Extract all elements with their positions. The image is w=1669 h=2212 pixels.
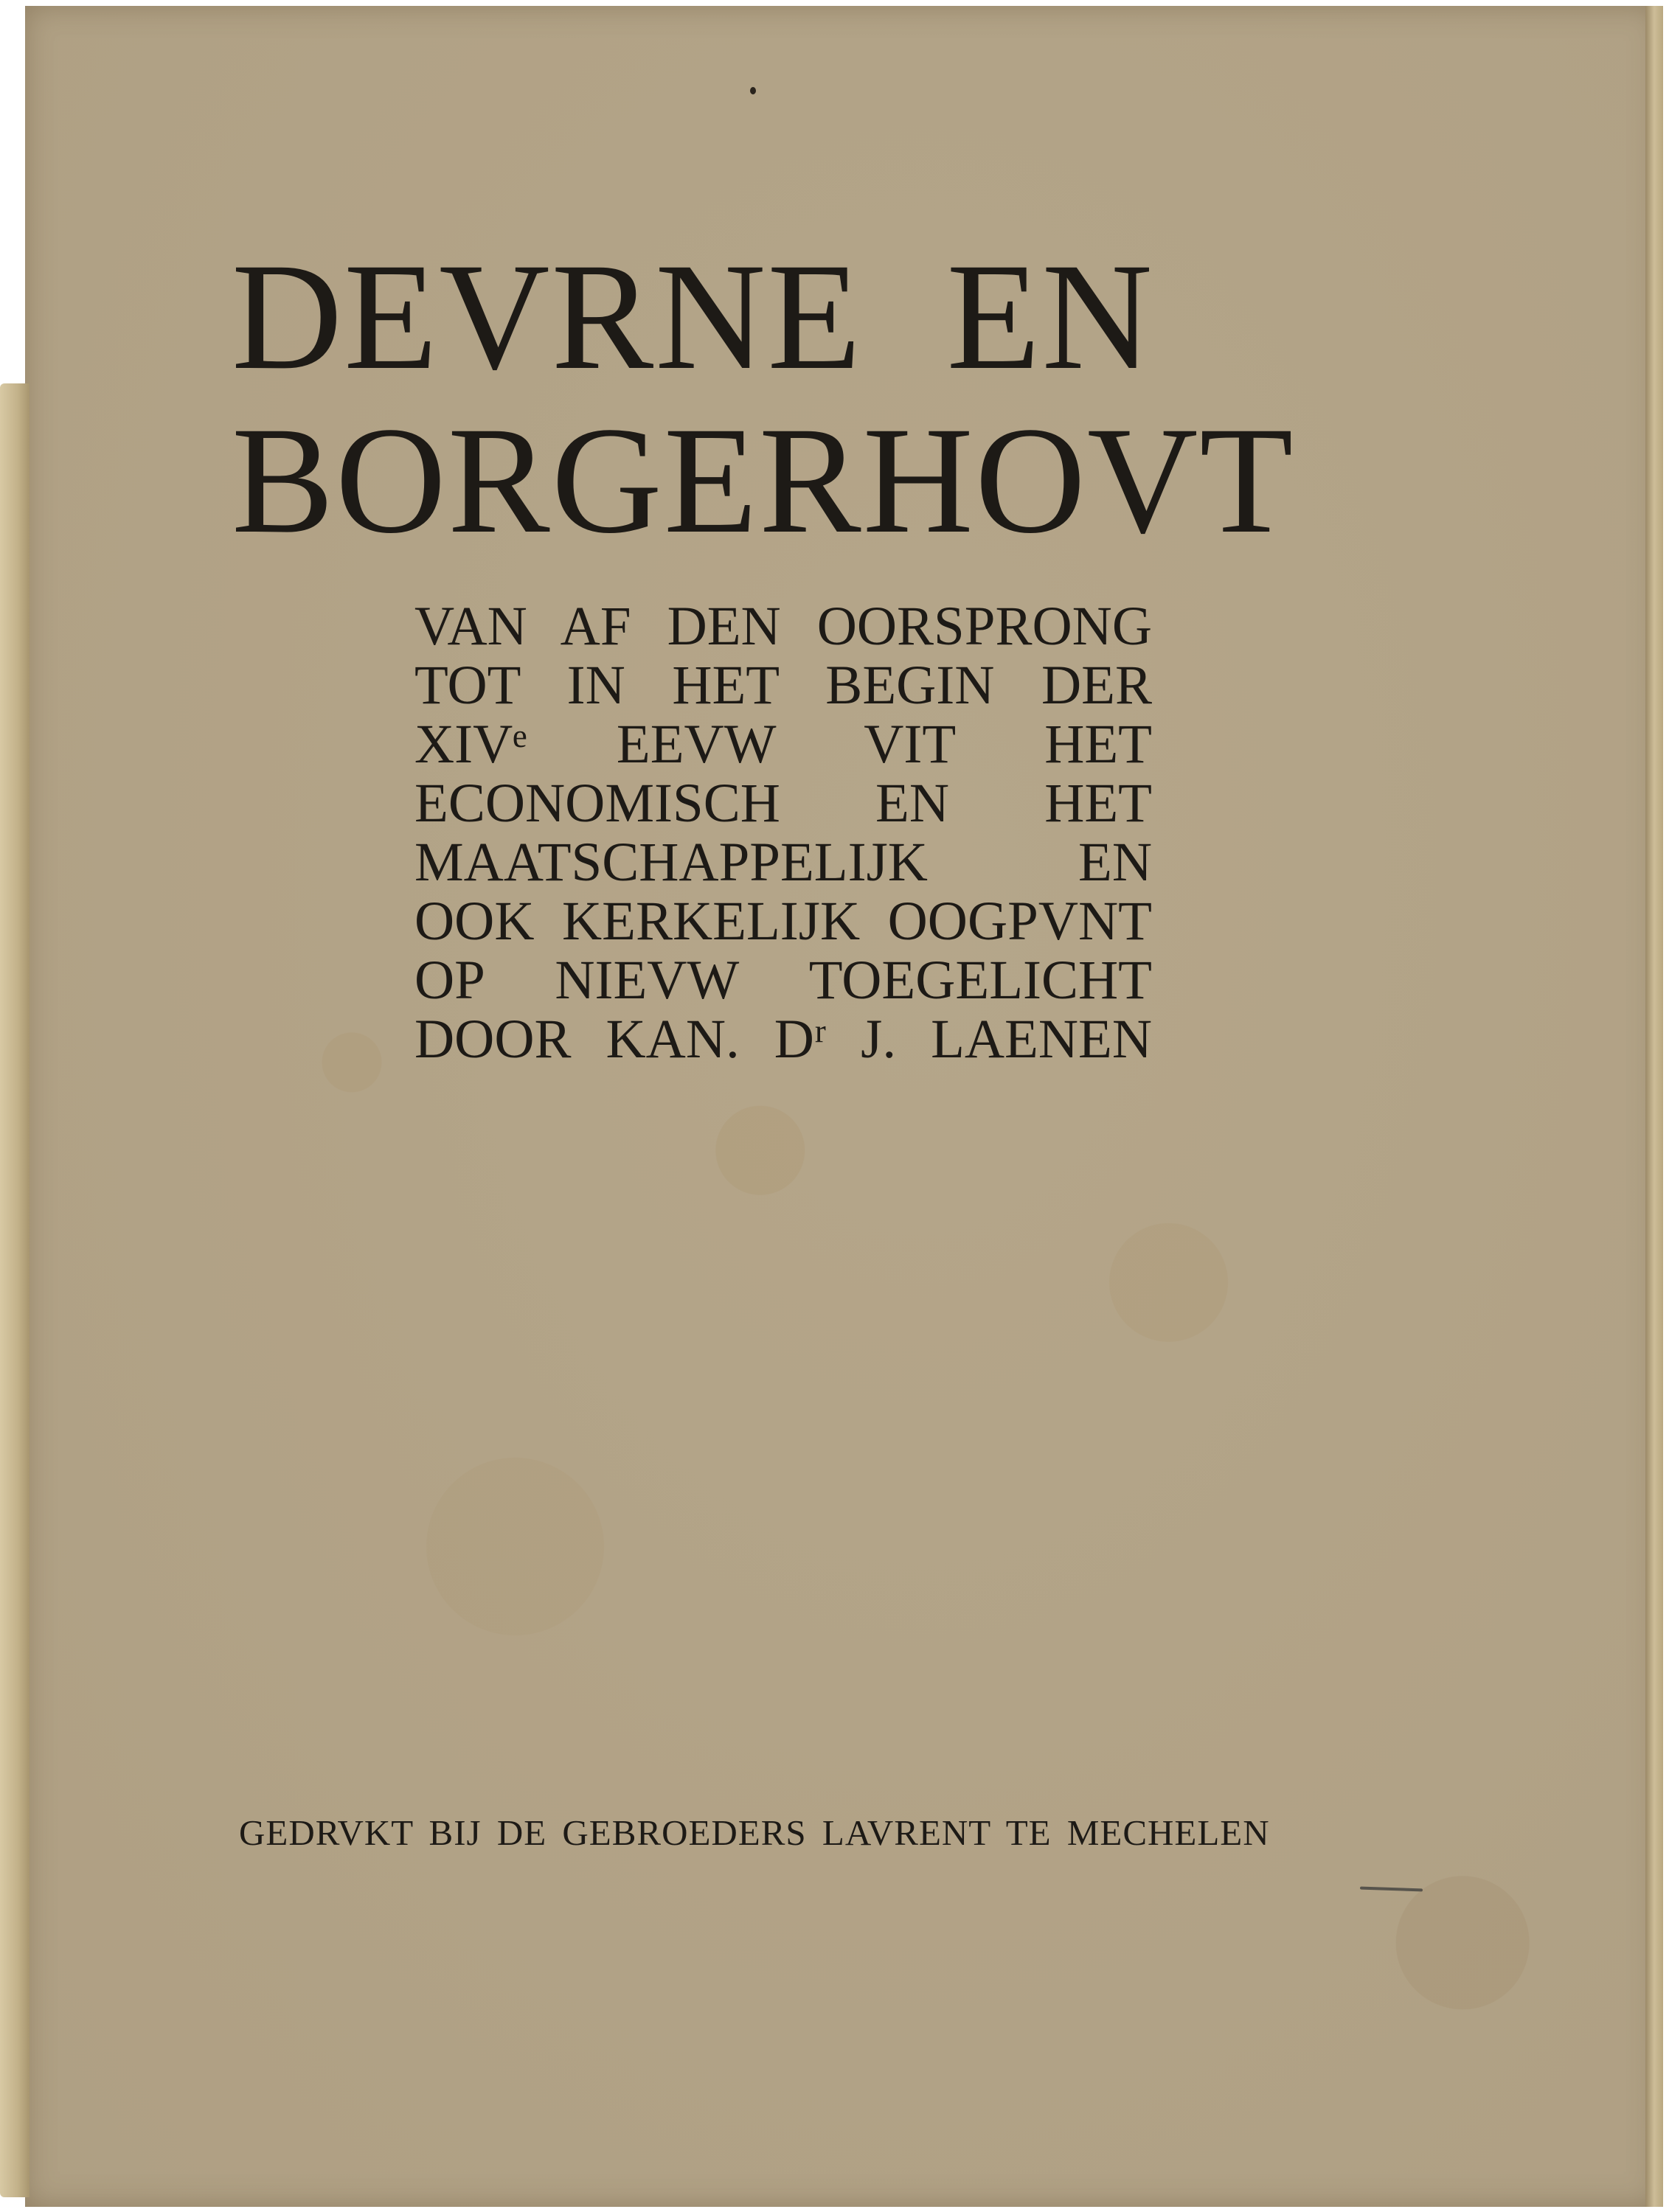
book-subtitle — [414, 597, 1152, 1069]
author-line: DOOR KAN. Dʳ J. LAENEN — [414, 1009, 1152, 1070]
title-line-1: DEVRNE EN — [232, 232, 1154, 401]
subtitle-line-6: OOK KERKELIJK OOGPVNT — [414, 891, 1152, 952]
pencil-mark — [1360, 1887, 1423, 1892]
title-line-2: BORGERHOVT — [232, 395, 1295, 565]
ink-speck — [750, 87, 756, 94]
worn-spine-edge — [0, 383, 30, 2197]
subtitle-line-2: TOT IN HET BEGIN DER — [414, 655, 1152, 716]
subtitle-line-1: VAN AF DEN OORSPRONG — [414, 596, 1152, 657]
book-title — [232, 232, 1338, 565]
subtitle-line-3: XIVᵉ EEVW VIT HET — [414, 714, 1152, 775]
subtitle-line-5: MAATSCHAPPELIJK EN — [414, 832, 1152, 893]
subtitle-line-7: OP NIEVW TOEGELICHT — [414, 950, 1152, 1011]
book-cover — [25, 6, 1659, 2207]
printer-imprint: GEDRVKT BIJ DE GEBROEDERS LAVRENT TE MECHELEN — [239, 1812, 1270, 1853]
subtitle-line-4: ECONOMISCH EN HET — [414, 773, 1152, 834]
page-edges — [1645, 6, 1663, 2207]
